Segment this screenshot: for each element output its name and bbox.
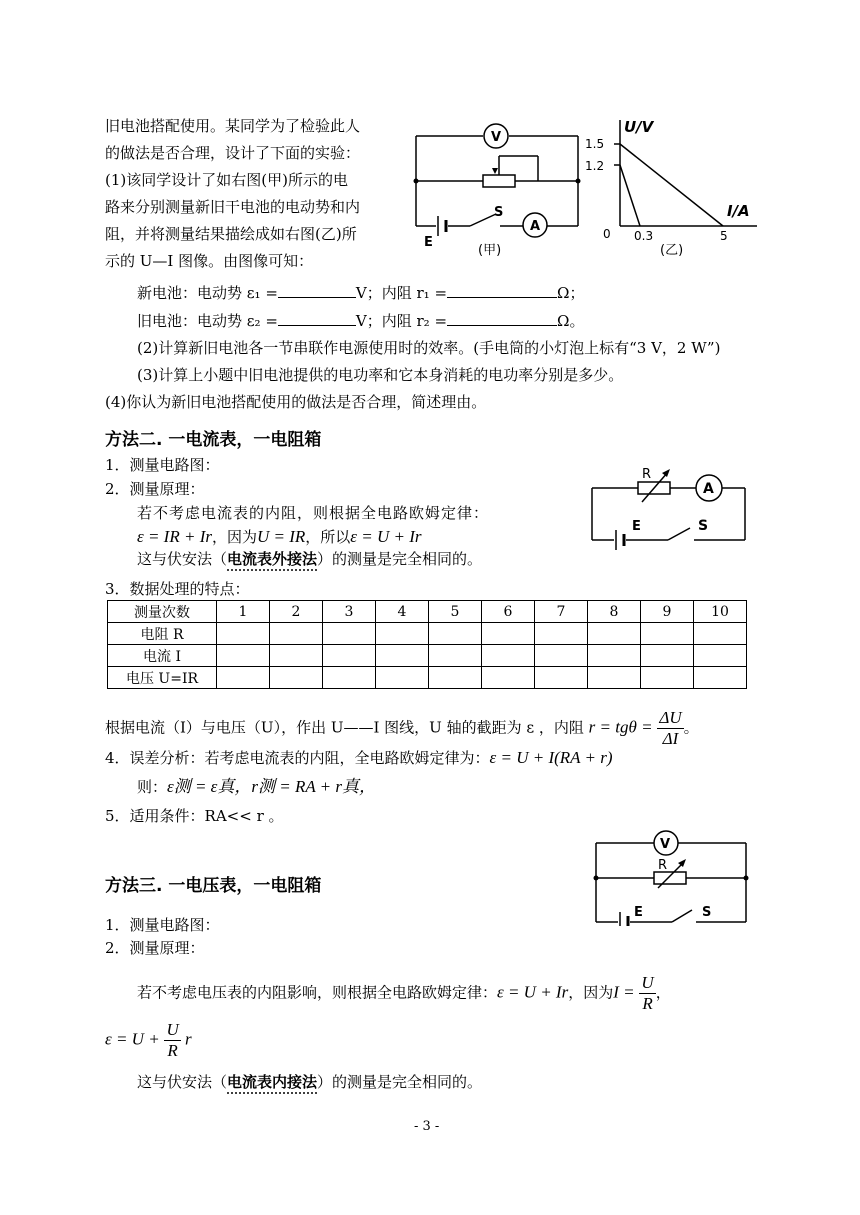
principle-equation: ε = U + $\frac{U}{R}$ r bbox=[105, 1020, 192, 1060]
table-cell[interactable] bbox=[641, 667, 694, 689]
equation: r = tgθ = bbox=[588, 717, 653, 737]
text: ，因为 bbox=[568, 983, 614, 1002]
circuit-diagram-jia bbox=[408, 118, 598, 268]
text: ）的测量是完全相同的。 bbox=[317, 1073, 483, 1091]
table-cell[interactable] bbox=[429, 667, 482, 689]
table-header-cell: 8 bbox=[588, 601, 641, 623]
table-header-cell: 7 bbox=[535, 601, 588, 623]
battery-label: E bbox=[632, 519, 641, 534]
table-cell[interactable] bbox=[376, 645, 429, 667]
denominator: ΔI bbox=[662, 729, 679, 748]
step-1: 1．测量电路图： bbox=[105, 456, 220, 474]
x-axis-label: I/A bbox=[727, 202, 750, 220]
text-line: (1)该同学设计了如右图(甲)所示的电 bbox=[105, 171, 348, 189]
answer-blank[interactable] bbox=[278, 311, 356, 326]
principle-text: 若不考虑电压表的内阻影响，则根据全电路欧姆定律：ε = U + Ir，因为I = $\frac{U}{R}$ ， bbox=[137, 973, 671, 1013]
label: 新电池：电动势 ε₁ = bbox=[137, 284, 278, 302]
equation: ε测 = ε真，r测 = RA + r真， bbox=[167, 777, 377, 796]
y-tick-label: 1.2 bbox=[585, 159, 605, 173]
figure-caption: (乙) bbox=[660, 243, 684, 258]
step-2: 2．测量原理： bbox=[105, 480, 205, 498]
table-cell[interactable] bbox=[270, 623, 323, 645]
section-title: 方法二. 一电流表，一电阻箱 bbox=[105, 430, 322, 450]
page-number: - 3 - bbox=[414, 1119, 440, 1134]
table-header-cell: 2 bbox=[270, 601, 323, 623]
fraction bbox=[657, 708, 683, 749]
table-cell[interactable] bbox=[323, 645, 376, 667]
equation: I = bbox=[613, 982, 635, 1002]
ammeter-label: A bbox=[703, 481, 714, 497]
error-result bbox=[137, 776, 376, 798]
answer-blank[interactable] bbox=[447, 283, 557, 298]
label: V；内阻 r₂ = bbox=[355, 312, 448, 330]
text-line: 路来分别测量新旧干电池的电动势和内 bbox=[105, 198, 361, 216]
table-cell[interactable] bbox=[323, 667, 376, 689]
table-cell[interactable] bbox=[429, 623, 482, 645]
text: 这与伏安法（ bbox=[137, 550, 228, 568]
x-tick-label: 0 bbox=[603, 227, 611, 241]
text-line: 示的 U—I 图像。由图像可知： bbox=[105, 252, 314, 270]
text: 则： bbox=[137, 778, 168, 796]
table-cell[interactable] bbox=[217, 667, 270, 689]
table-cell[interactable] bbox=[588, 667, 641, 689]
text: 若不考虑电压表的内阻影响，则根据全电路欧姆定律： bbox=[137, 983, 498, 1002]
step-3: 3．数据处理的特点： bbox=[105, 580, 250, 598]
question-2: (2)计算新旧电池各一节串联作电源使用时的效率。(手电筒的小灯泡上标有“3 V，2 W”) bbox=[137, 339, 721, 357]
table-cell[interactable] bbox=[376, 623, 429, 645]
table-cell[interactable] bbox=[376, 667, 429, 689]
text-line: 的做法是否合理，设计了下面的实验： bbox=[105, 144, 361, 162]
comparison-text bbox=[137, 1071, 482, 1093]
question-4: (4)你认为新旧电池搭配使用的做法是否合理，简述理由。 bbox=[105, 393, 487, 411]
text-line: 旧电池搭配使用。某同学为了检验此人 bbox=[105, 117, 361, 135]
label: Ω。 bbox=[557, 312, 585, 330]
fraction bbox=[164, 1020, 180, 1061]
table-cell[interactable] bbox=[270, 645, 323, 667]
numerator: U bbox=[166, 1020, 179, 1039]
equation: ε = U + Ir bbox=[497, 982, 569, 1002]
table-header-cell: 4 bbox=[376, 601, 429, 623]
table-header-cell: 10 bbox=[694, 601, 747, 623]
table-cell[interactable] bbox=[694, 667, 747, 689]
table-cell[interactable] bbox=[429, 645, 482, 667]
fraction bbox=[639, 973, 655, 1014]
table-header-row bbox=[108, 601, 747, 623]
table-cell[interactable] bbox=[641, 645, 694, 667]
table-cell[interactable] bbox=[694, 645, 747, 667]
text: 根据电流（I）与电压（U），作出 U——I 图线，U 轴的截距为 ε ，内阻 bbox=[105, 718, 584, 737]
text: ，所以 bbox=[305, 528, 351, 546]
emphasis: 电流表内接法 bbox=[227, 1073, 318, 1091]
step-2: 2．测量原理： bbox=[105, 939, 205, 957]
equation: ε = U + bbox=[105, 1029, 160, 1049]
table-header-cell: 1 bbox=[217, 601, 270, 623]
table-cell[interactable] bbox=[588, 623, 641, 645]
graph-text: 根据电流（I）与电压（U），作出 U——I 图线，U 轴的截距为 ε ，内阻 r = tgθ = $\frac{\Delta U}{\Delta I}$ 。 bbox=[105, 708, 699, 748]
y-axis-label: U/V bbox=[624, 118, 654, 136]
table-cell[interactable] bbox=[270, 667, 323, 689]
table-header-cell: 6 bbox=[482, 601, 535, 623]
text: ，因为 bbox=[211, 528, 257, 546]
table-cell[interactable] bbox=[482, 645, 535, 667]
battery-label: E bbox=[424, 235, 433, 250]
table-header-label: 测量次数 bbox=[108, 601, 217, 623]
equation: ε = U + I(RA + r) bbox=[489, 748, 613, 767]
comparison-text bbox=[137, 548, 482, 570]
text-line: 阻，并将测量结果描绘成如右图(乙)所 bbox=[105, 225, 357, 243]
numerator: ΔU bbox=[659, 708, 682, 727]
equation: U = IR bbox=[256, 527, 306, 546]
equation: ε = IR + Ir bbox=[137, 527, 212, 546]
table-row bbox=[108, 667, 747, 689]
row-label: 电流 I bbox=[108, 645, 217, 667]
table-row bbox=[108, 623, 747, 645]
emphasis: 电流表外接法 bbox=[227, 550, 318, 568]
ammeter-label: A bbox=[530, 219, 541, 234]
switch-label: S bbox=[698, 518, 709, 534]
step-5: 5．适用条件：RA<< r 。 bbox=[105, 807, 284, 825]
x-tick-label: 5 bbox=[720, 229, 728, 243]
principle-equation bbox=[137, 526, 422, 548]
table-header-cell: 5 bbox=[429, 601, 482, 623]
battery-label: E bbox=[634, 905, 643, 920]
table-cell[interactable] bbox=[482, 623, 535, 645]
voltmeter-label: V bbox=[491, 130, 502, 145]
old-battery-line bbox=[137, 310, 584, 332]
y-tick-label: 1.5 bbox=[585, 137, 605, 151]
table-cell[interactable] bbox=[588, 645, 641, 667]
table-cell[interactable] bbox=[535, 667, 588, 689]
text: 这与伏安法（ bbox=[137, 1073, 228, 1091]
new-battery-line bbox=[137, 282, 584, 304]
voltmeter-label: V bbox=[660, 837, 671, 852]
table-cell[interactable] bbox=[641, 623, 694, 645]
principle-text: 若不考虑电流表的内阻，则根据全电路欧姆定律： bbox=[137, 504, 490, 522]
ui-graph-yi bbox=[582, 112, 762, 272]
question-3: (3)计算上小题中旧电池提供的电功率和它本身消耗的电功率分别是多少。 bbox=[137, 366, 624, 384]
answer-blank[interactable] bbox=[278, 283, 356, 298]
text: 4．误差分析：若考虑电流表的内阻，全电路欧姆定律为： bbox=[105, 749, 490, 767]
text: ）的测量是完全相同的。 bbox=[317, 550, 483, 568]
table-cell[interactable] bbox=[323, 623, 376, 645]
row-label: 电压 U=IR bbox=[108, 667, 217, 689]
section-title: 方法三. 一电压表，一电阻箱 bbox=[105, 876, 322, 896]
table-cell[interactable] bbox=[694, 623, 747, 645]
step-4 bbox=[105, 747, 613, 769]
label: V；内阻 r₁ = bbox=[355, 284, 448, 302]
resistor-label: R bbox=[642, 467, 652, 482]
table-cell[interactable] bbox=[482, 667, 535, 689]
table-cell[interactable] bbox=[535, 623, 588, 645]
circuit-diagram-method2 bbox=[590, 462, 750, 552]
table-header-cell: 3 bbox=[323, 601, 376, 623]
switch-label: S bbox=[702, 905, 712, 920]
answer-blank[interactable] bbox=[447, 311, 557, 326]
table-header-cell: 9 bbox=[641, 601, 694, 623]
equation: ε = U + Ir bbox=[350, 527, 422, 546]
table-cell[interactable] bbox=[535, 645, 588, 667]
row-label: 电阻 R bbox=[108, 623, 217, 645]
data-table bbox=[107, 600, 747, 689]
denominator: R bbox=[167, 1041, 178, 1060]
table-cell[interactable] bbox=[217, 645, 270, 667]
denominator: R bbox=[642, 994, 653, 1013]
table-cell[interactable] bbox=[217, 623, 270, 645]
numerator: U bbox=[641, 973, 654, 992]
circuit-diagram-method3 bbox=[592, 826, 752, 926]
switch-label: S bbox=[494, 205, 504, 220]
table-row bbox=[108, 645, 747, 667]
figure-caption: (甲) bbox=[478, 243, 502, 258]
label: Ω； bbox=[557, 284, 585, 302]
resistor-label: R bbox=[658, 858, 668, 873]
step-1: 1．测量电路图： bbox=[105, 916, 220, 934]
x-tick-label: 0.3 bbox=[634, 229, 654, 243]
label: 旧电池：电动势 ε₂ = bbox=[137, 312, 278, 330]
